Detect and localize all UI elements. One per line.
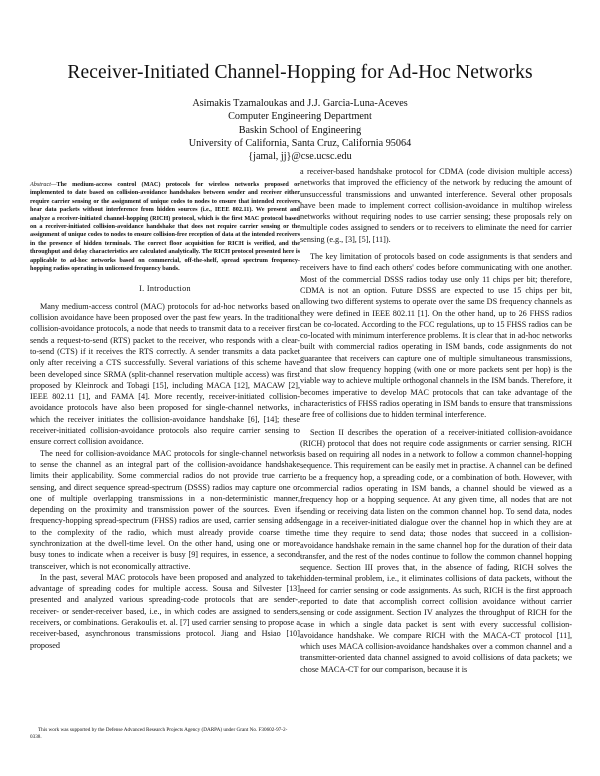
author-department: Computer Engineering Department (228, 111, 372, 123)
right-column (300, 166, 572, 675)
footnote (30, 727, 295, 741)
paper-title: Receiver-Initiated Channel-Hopping for Ad-Hoc Networks (67, 62, 533, 83)
section-heading-introduction: I. Introduction (139, 284, 191, 294)
intro-paragraph: In the past, several MAC protocols have been proposed and analyzed to take advantage of spreading codes for multiple access. Sousa and Silvester [13] presented and analyzed various spreading-code protocols that are sender-, receiver- or sender-receiver based, i.e., in which codes are assigned to senders, receivers, or combinations. Gerakoulis et. al. [7] used carrier sensing to propose a receiver-based, asynchronous transmissions protocol. Jiang and Hsiao [10] proposed (30, 572, 300, 650)
author-university: University of California, Santa Cruz, California 95064 (188, 137, 412, 149)
funding-footnote: This work was supported by the Defense Advanced Research Projects Agency (DARPA) under Grant No. F30602-97-2-0338. (30, 727, 288, 740)
body-paragraph: The key limitation of protocols based on code assignments is that senders and receivers have to find each others' codes before communicating with one another. Most of the commercial DSSS radios today use only 11 chips per bit; therefore, CDMA is not an option. Future DSSS are expected to use 15 chips per bit, allowing two different systems to operate over the same DS frequency channels as they were defined in IEEE 802.11 [1]. On the other hand, up to 26 FHSS radios can be co-located. According to the FCC regulations, up to 15 FHSS radios can be co-located with minimum interference problems. It is clear that in ad-hoc networks built with commercial radios operating in ISM bands, code assignments do not guarantee that receivers can capture one of multiple simultaneous transmissions, and that slow frequency hopping (with one or more packets sent per hop) is the viable way to achieve multiple orthogonal channels in the ISM bands. Therefore, it becomes imperative to develop MAC protocols that can take advantage of the characteristics of FHSS radios operating in ISM bands to ensure that transmissions are free of collisions due to hidden terminal interference. (300, 252, 572, 420)
author-email: {jamal, jj}@cse.ucsc.edu (248, 151, 352, 163)
author-names: Asimakis Tzamaloukas and J.J. Garcia-Luna-Aceves (192, 98, 408, 109)
abstract-label: Abstract— (30, 181, 57, 188)
left-column (30, 181, 300, 651)
abstract-text: The medium-access control (MAC) protocols for wireless networks proposed or implemented to date based on collision-avoidance handshakes between sender and receiver either require carrier sensing or the assignment of unique codes to nodes to ensure that intended receivers hear data packets without interference from hidden sources (i.e., IEEE 802.11). We present and analyze a receiver-initiated channel-hopping (RICH) protocol, which is the first MAC protocol based on a receiver-initiated collision-avoidance handshake that does not require carrier sensing or the assignment of unique codes to nodes to ensure collision-free reception of data at the intended receivers in the presence of hidden terminals. The correct floor acquisition for RICH is verified, and the throughput and delay characteristics are calculated analytically. The RICH protocol presented here is applicable to ad-hoc networks based on commercial, off-the-shelf, spread spectrum frequency-hopping radios operating in unlicensed frequency bands. (30, 181, 300, 273)
intro-paragraph: Many medium-access control (MAC) protocols for ad-hoc networks based on collision avoidance have been proposed over the past few years. In the traditional collision-avoidance protocols, a node that needs to transmit data to a receiver first sends a request-to-send (RTS) packet to the receiver, who responds with a clear-to-send (CTS) if it receives the RTS correctly. A sender transmits a data packet only after receiving a CTS successfully. Several variations of this scheme have been developed since SRMA (split-channel reservation multiple access) was first proposed by Kleinrock and Tobagi [15], including MACA [12], MACAW [2], IEEE 802.11 [1], and FAMA [4]. More recently, receiver-initiated collision-avoidance protocols have also been proposed for single-channel networks, in which the receiver initiates the collision-avoidance handshake [6], [14]; these receiver-initiated collision-avoidance protocols also require carrier sensing to ensure correct collision avoidance. (30, 301, 300, 447)
author-block (0, 97, 600, 163)
body-paragraph: a receiver-based handshake protocol for CDMA (code division multiple access) networks that improved the efficiency of the network by reducing the amount of unsuccessful transmissions and unwanted interference. Several other proposals have been made to implement correct collision-avoidance in multihop wireless networks without requiring nodes to use carrier sensing; these proposals rely on multiple codes assigned to senders or to receivers to eliminate the need for carrier sensing (e.g., [3], [5], [11]). (300, 167, 572, 244)
intro-paragraph: The need for collision-avoidance MAC protocols for single-channel networks to sense the channel as an integral part of the collision-avoidance handshake limits their applicability. Some commercial radios do not provide true carrier sensing, and direct sequence spread-spectrum (DSSS) radios may capture one or one of multiple overlapping transmissions in a non-deterministic manner, depending on the proximity and transmission power of the sources. Even if frequency-hopping spread-spectrum (FHSS) radios are used, carrier sensing adds to the complexity of the radio, which must already provide coarse time synchronization at the dwell-time level. On the other hand, using one or more busy tones to indicate when a receiver is busy [9] requires, in essence, a second transceiver, which is not economically attractive. (30, 448, 300, 571)
abstract (30, 181, 300, 273)
body-paragraph: Section II describes the operation of a receiver-initiated collision-avoidance (RICH) protocol that does not require code assignments or carrier sensing. RICH is based on requiring all nodes in a network to follow a common channel-hopping sequence. This requirement can be easily met in practise. A channel can be defined to be a frequency hop, a spreading code, or a combination of both. However, with commercial radios operating in ISM bands, a channel should be viewed as a frequency hop or a hopping sequence. At any given time, all nodes that are not sending or receiving data listen on the common channel hop. To send data, nodes engage in a receiver-initiated dialogue over the channel hop in which they are at the time they require to send data; those nodes that succeed in a collision-avoidance handshake remain in the same channel hop for the duration of their data transfer, and the rest of the nodes continue to follow the common channel hopping sequence. Section III proves that, in the absence of fading, RICH solves the hidden-terminal problem, i.e., it eliminates collisions of data packets, without the need for carrier sensing or code assignments. As such, RICH is the first approach reported to date that accomplish correct collision avoidance without carrier sensing or code assignment. Section IV analyzes the throughput of RICH for the case in which a single data packet is sent with every successful collision-avoidance handshake. We compare RICH with the MACA-CT protocol [11], which uses MACA collision-avoidance handshakes over a common channel and a transmitter-oriented data channel assigned to avoid collisions of data packets; we chose MACA-CT for our comparison, because it is (300, 427, 572, 674)
author-school: Baskin School of Engineering (238, 124, 362, 136)
